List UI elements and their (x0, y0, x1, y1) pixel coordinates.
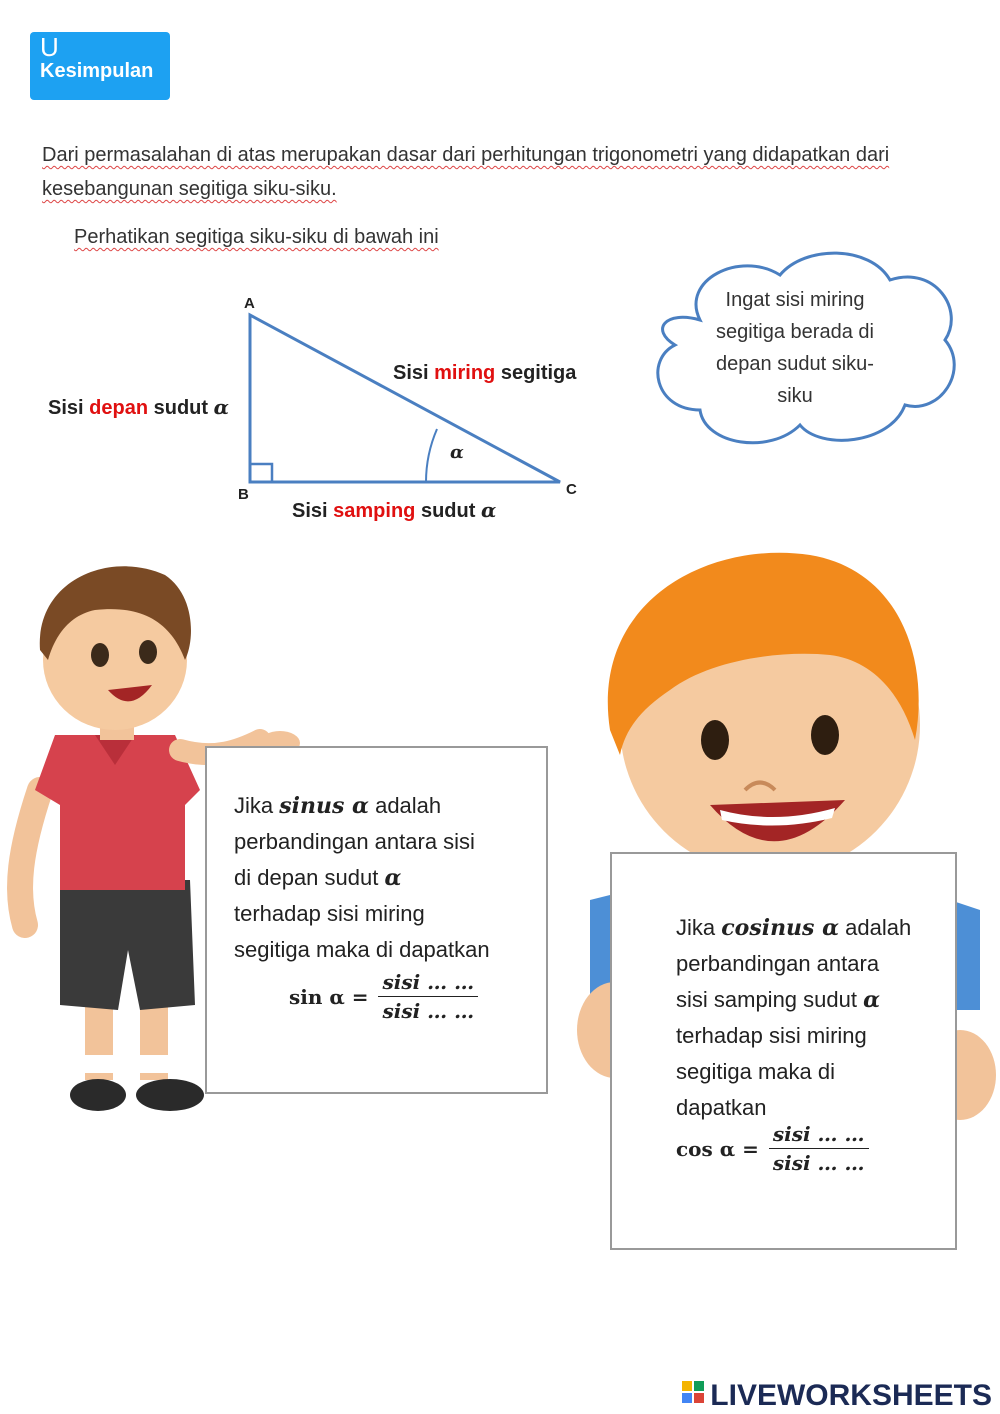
vertex-a: A (244, 295, 255, 312)
sin-board-text: Jika sinus α adalah perbandingan antara sisi di depan sudut α terhadap sisi miring segitiga maka di dapatkan (234, 793, 490, 962)
cloud-text (690, 284, 900, 412)
cos-board (610, 852, 957, 1250)
liveworksheets-logo: LIVEWORKSHEETS (682, 1378, 992, 1413)
opposite-side-label: Sisi depan sudut α (48, 395, 229, 419)
angle-alpha-label: α (450, 442, 464, 463)
subtitle: Perhatikan segitiga siku-siku di bawah ini (74, 226, 439, 248)
logo-blocks-icon (682, 1379, 706, 1413)
right-angle-marker (250, 464, 272, 482)
sin-numerator: sisi … … (378, 970, 478, 997)
cloud-line: segitiga berada di (716, 321, 874, 343)
cos-board-text: Jika cosinus α adalah perbandingan antara sisi samping sudut α terhadap sisi miring segitiga maka di dapatkan (676, 915, 912, 1120)
vertex-c: C (566, 481, 577, 498)
cloud-line: depan sudut siku- (716, 353, 874, 375)
hypotenuse-label: Sisi miring segitiga (393, 362, 577, 384)
angle-arc (426, 429, 437, 482)
sin-denominator: sisi … … (382, 999, 475, 1023)
sin-formula: sin α = $\frac{\text{sisi … …}}{\text{sisi … …}}$ (289, 970, 478, 1023)
cos-denominator: sisi … … (772, 1151, 865, 1175)
cloud-line: Ingat sisi miring (725, 289, 865, 311)
cloud-line: siku (777, 385, 813, 407)
cos-numerator: sisi … … (769, 1122, 869, 1149)
triangle-shape (250, 315, 560, 482)
cos-formula: cos α = $\frac{\text{sisi … …}}{\text{sisi … …}}$ (676, 1122, 869, 1175)
vertex-b: B (238, 486, 249, 503)
badge-mark: U (40, 32, 59, 62)
adjacent-side-label: Sisi samping sudut α (292, 498, 497, 522)
intro-paragraph: Dari permasalahan di atas merupakan dasar dari perhitungan trigonometri yang didapatkan dari kesebangunan segitiga siku-siku. (42, 144, 890, 200)
sin-board (205, 746, 548, 1094)
badge-label: Kesimpulan (40, 60, 154, 82)
